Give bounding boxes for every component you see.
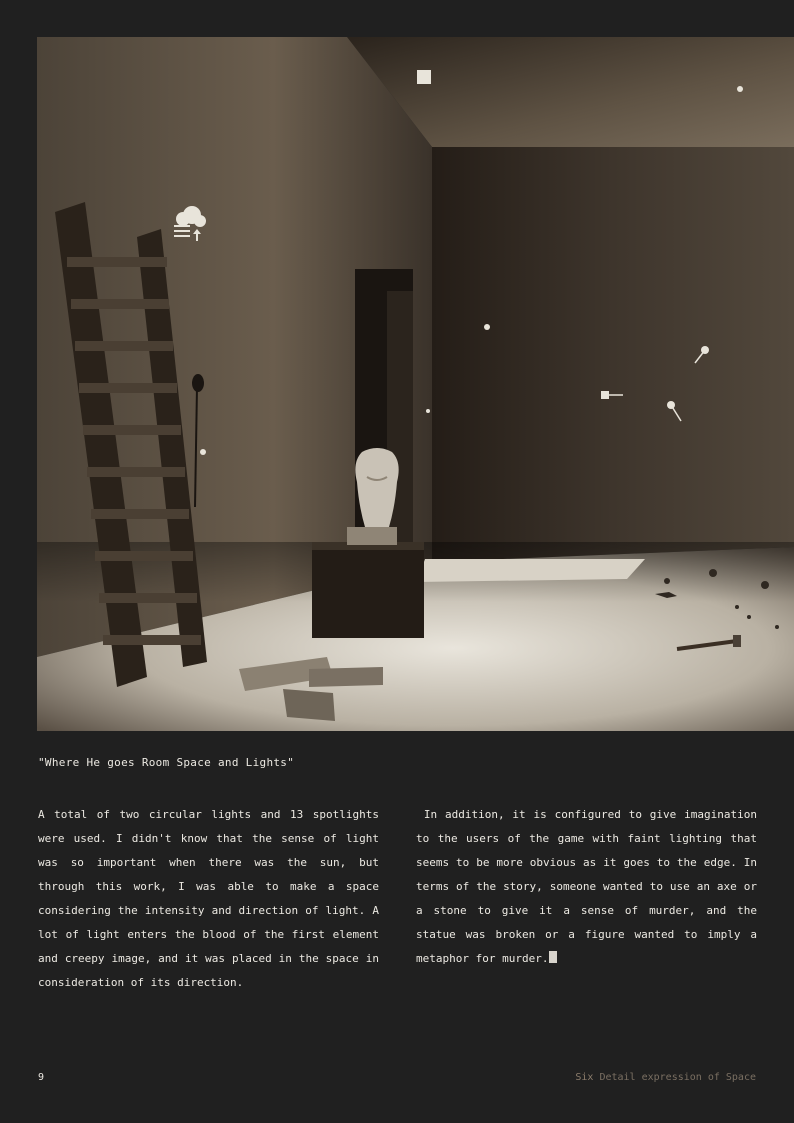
page-number: 9 <box>38 1072 45 1083</box>
section-number: Six <box>575 1072 594 1083</box>
section-title: Detail expression of Space <box>599 1072 756 1083</box>
section-label <box>575 1072 756 1083</box>
text-cursor <box>549 951 557 963</box>
body-paragraph-right-text: In addition, it is configured to give imagination to the users of the game with faint lighting that seems to be more obvious as it goes to the edge. In terms of the story, someone wanted to use an axe or a stone to give it a sense of murder, and the statue was broken or a figure wanted to imply a metaphor for murder. <box>416 808 757 965</box>
room-render-image <box>37 37 794 731</box>
body-paragraph-right <box>416 803 757 971</box>
image-caption: "Where He goes Room Space and Lights" <box>38 756 295 769</box>
body-paragraph-left: A total of two circular lights and 13 spotlights were used. I didn't know that the sense of light was so important when there was the sun, but through this work, I was able to make a space considering the intensity and direction of light. A lot of light enters the blood of the first element and creepy image, and it was placed in the space in consideration of its direction. <box>38 808 379 989</box>
